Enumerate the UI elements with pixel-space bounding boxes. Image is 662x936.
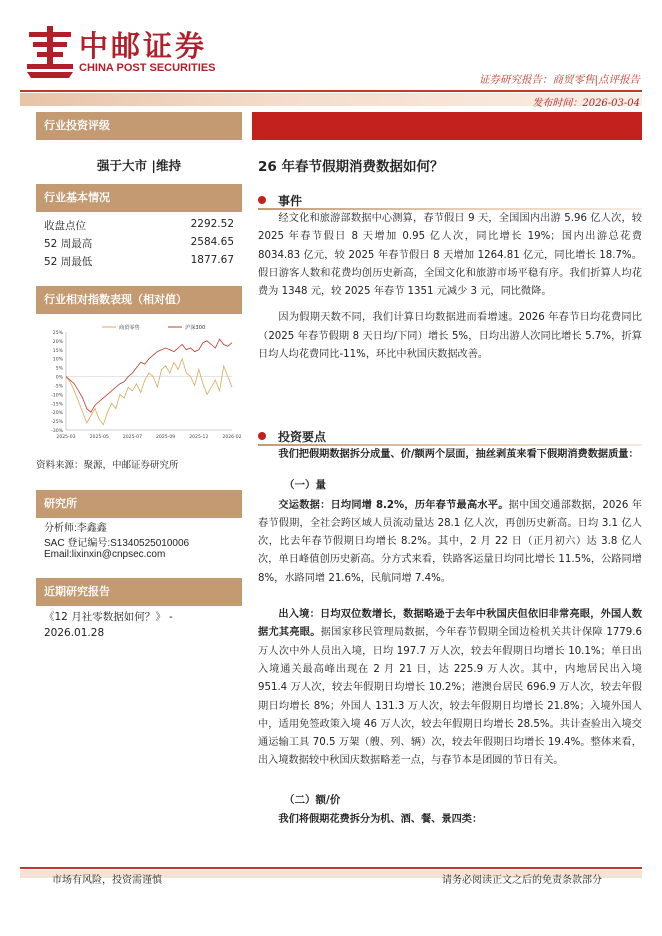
report-type: 证券研究报告：商贸零售|点评报告	[478, 74, 640, 86]
recent-report-date: 2026.01.28	[44, 627, 105, 639]
recent-report-title[interactable]: 《12 月社零数据如何？》 -	[44, 611, 173, 623]
points-heading	[258, 428, 326, 445]
basics-section-header: 行业基本情况	[36, 184, 242, 212]
footer-divider	[20, 867, 642, 869]
y-tick-label: -5%	[54, 384, 63, 390]
y-tick-label: 5%	[55, 366, 63, 372]
y-tick-label: 0%	[55, 375, 63, 381]
brand-name-cn: 中邮证券	[79, 29, 208, 63]
y-tick-label: -30%	[51, 429, 63, 434]
x-tick-label: 2025-03	[56, 435, 76, 440]
series-line	[66, 339, 232, 412]
traffic-lead: 交运数据：日均同增 8.2%，历年春节最高水平。	[278, 499, 509, 511]
analyst-name: 分析师:李鑫鑫	[44, 523, 107, 534]
event-paragraph-1: 经文化和旅游部数据中心测算，春节假日 9 天，全国国内出游 5.96 亿人次，较 2025 年春节假日 8 天增加 0.95 亿人次，同比增长 19%；国内出游总花费 8034.83 亿元，较 2025 年春节假日 8 天增加 1264.81 亿元，同比增长 18.7%。假日游客人数和花费均创历史新高，全国文化和旅游市场平稳有序。我们折算人均花费为 1348 元，较 2025 年春节 1351 元减少 3 元，同比微降。	[258, 213, 642, 298]
series-line	[66, 359, 232, 425]
y-tick-label: -15%	[51, 402, 63, 408]
rating-section-header: 行业投资评级	[36, 112, 242, 140]
header-divider	[20, 90, 642, 92]
basics-label: 52 周最低	[44, 256, 93, 268]
x-tick-label: 2025-07	[122, 435, 143, 440]
publish-time: 发布时间：2026-03-04	[532, 98, 640, 109]
y-tick-label: 10%	[52, 357, 63, 363]
bullet-icon	[258, 196, 266, 204]
border-lead: 出入境：日均双位数增长，数据略逊于去年中秋国庆但依旧非常亮眼，外国人数据尤其亮眼。	[258, 609, 642, 639]
price-intro: 我们将假期花费拆分为机、酒、餐、景四类：	[278, 814, 483, 826]
points-body	[258, 446, 642, 829]
event-paragraph-2: 因为假期天数不同，我们计算日均数据进而看增速。2026 年春节日均花费同比（2025 年春节假期 8 天日均/下同）增长 5%，日均出游人次同比增长 5.7%，折算日均人均花费同比-11%，环比中秋国庆数据改善。	[258, 312, 642, 361]
basics-label: 收盘点位	[44, 220, 86, 232]
basics-value: 2292.52	[190, 218, 234, 230]
china-post-logo-icon	[25, 24, 75, 80]
traffic-text: 据中国交通部数据，2026 年春节假期，全社会跨区域人员流动量达 28.1 亿人次，再创历史新高。日均 3.1 亿人次，比去年春节假期日均增长 8.2%。其中，2 月 22 日（正月初六）达 3.8 亿人次，单日峰值创历史新高。分方式来看，铁路客运量日均同比增长 11.5%，公路同增 8%，水路同增 21.6%，民航同增 7.4%。	[258, 499, 642, 584]
legend-label: 商贸零售	[119, 325, 140, 331]
basics-label: 52 周最高	[44, 238, 93, 250]
traffic-paragraph	[258, 497, 642, 588]
brand-name-en: CHINA POST SECURITIES	[79, 62, 216, 74]
event-heading	[258, 192, 302, 209]
y-tick-label: 25%	[52, 331, 63, 336]
y-tick-label: 20%	[52, 339, 63, 345]
event-heading-text: 事件	[278, 194, 303, 208]
subheading-volume: （一）量	[284, 479, 326, 492]
y-tick-label: -20%	[51, 411, 63, 417]
legend-label: 沪深300	[185, 325, 206, 331]
basics-value: 2584.65	[190, 236, 234, 248]
x-tick-label: 2026-02	[222, 435, 242, 440]
subheading-price: （二）额/价	[284, 793, 341, 806]
x-tick-label: 2025-05	[89, 435, 109, 440]
basics-value: 1877.67	[190, 254, 234, 266]
chart-source: 资料来源：聚源，中邮证券研究所	[36, 460, 179, 471]
points-heading-text: 投资要点	[278, 430, 327, 444]
performance-chart-svg	[36, 318, 242, 448]
border-text: 据国家移民管理局数据，今年春节假期全国边检机关共计保障 1779.6 万人次中外人员出入境，日均 197.7 万人次，较去年假期日均增长 10.1%；单日出入境通关最高峰出现在 2 月 21 日，达 225.9 万人次。其中，内地居民出入境 951.4 万人次，较去年假期日均增长 10.2%；港澳台居民 696.9 万人次，较去年假期日均增长 8%；外国人 131.3 万人次，较去年假期日均增长 21.8%；入境外国人中，适用免签政策入境 46 万人次，较去年假期日均增长 28.5%。共计查验出入境交通运输工具 70.5 万架（艘、列、辆）次，较去年假期日均增长 19.4%。整体来看，出入境数据较中秋国庆数据略差一点，与春节本是团圆的节日有关。	[258, 627, 642, 767]
points-intro: 我们把假期数据拆分成量、价/额两个层面，抽丝剥茧来看下假期消费数据质量：	[278, 449, 639, 460]
event-body	[258, 210, 642, 364]
y-tick-label: -10%	[51, 393, 63, 399]
x-tick-label: 2025-09	[155, 435, 176, 440]
bullet-icon	[258, 432, 266, 440]
border-paragraph	[258, 606, 642, 771]
company-logo	[25, 22, 235, 82]
performance-section-header: 行业相对指数表现（相对值）	[36, 286, 242, 314]
risk-warning: 市场有风险，投资需谨慎	[52, 875, 162, 886]
analyst-email: Email:lixinxin@cnpsec.com	[44, 549, 166, 560]
title-bar	[252, 112, 642, 140]
report-title: 26 年春节假期消费数据如何？	[258, 159, 444, 175]
y-tick-label: 15%	[52, 348, 63, 354]
x-tick-label: 2025-12	[189, 435, 209, 440]
disclaimer-note: 请务必阅读正文之后的免责条款部分	[442, 875, 602, 886]
sac-number: SAC 登记编号:S1340525010006	[44, 538, 190, 549]
industry-rating: 强于大市 |维持	[97, 158, 181, 173]
relative-performance-chart	[36, 318, 242, 448]
research-section-header: 研究所	[36, 490, 242, 518]
y-tick-label: -25%	[51, 420, 63, 426]
recent-reports-header: 近期研究报告	[36, 578, 242, 606]
